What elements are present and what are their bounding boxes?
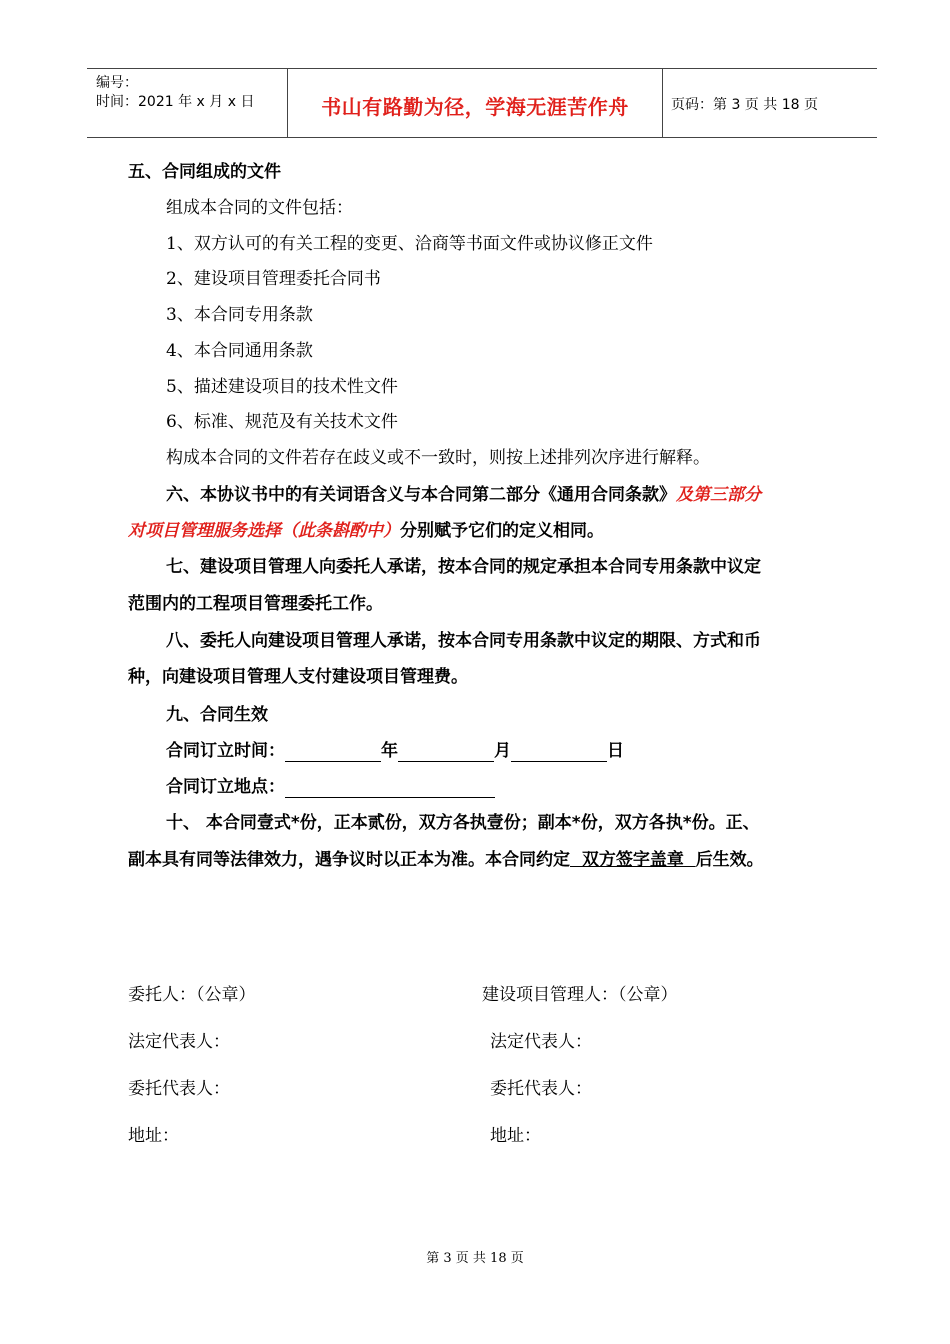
day-blank: [511, 743, 607, 762]
contract-date-label: 合同订立时间：: [166, 741, 285, 761]
section-6-red-text: 及第三部分: [676, 485, 761, 505]
contract-date-line: [166, 740, 624, 762]
section-6-line-1: [166, 484, 761, 506]
signing-condition: 双方签字盖章: [570, 850, 696, 870]
section-9-title: 九、合同生效: [166, 705, 268, 725]
client-legal-rep-label: 法定代表人：: [128, 1032, 230, 1052]
header-info-cell: [87, 69, 287, 137]
header-motto: 书山有路勤为径，学海无涯苦作舟: [321, 95, 629, 119]
section-6-text: 六、本协议书中的有关词语含义与本合同第二部分《通用合同条款》: [166, 485, 676, 505]
list-item: 4、本合同通用条款: [166, 341, 313, 361]
section-7-line-2: 范围内的工程项目管理委托工作。: [128, 594, 383, 614]
contract-place-label: 合同订立地点：: [166, 777, 285, 797]
section-5-title: 五、合同组成的文件: [128, 162, 281, 182]
manager-seal-label: 建设项目管理人：（公章）: [482, 985, 678, 1005]
month-blank: [398, 743, 494, 762]
manager-agent-label: 委托代表人：: [490, 1079, 592, 1099]
list-item: 1、双方认可的有关工程的变更、洽商等书面文件或协议修正文件: [166, 234, 653, 254]
section-6-line-2: [128, 520, 604, 542]
page-footer: 第 3 页 共 18 页: [426, 1251, 524, 1266]
list-item: 2、建设项目管理委托合同书: [166, 269, 381, 289]
section-5-intro: 组成本合同的文件包括：: [166, 198, 353, 218]
section-7-line-1: 七、建设项目管理人向委托人承诺，按本合同的规定承担本合同专用条款中议定: [166, 557, 761, 577]
section-6-text: 分别赋予它们的定义相同。: [400, 521, 604, 541]
year-blank: [285, 743, 381, 762]
client-seal-label: 委托人：（公章）: [128, 985, 256, 1005]
header-page-cell: [662, 69, 877, 137]
section-8-line-2: 种，向建设项目管理人支付建设项目管理费。: [128, 667, 468, 687]
contract-place-line: [166, 776, 495, 798]
list-item: 3、本合同专用条款: [166, 305, 313, 325]
client-agent-label: 委托代表人：: [128, 1079, 230, 1099]
section-10-text: 副本具有同等法律效力，遇争议时以正本为准。本合同约定: [128, 850, 570, 870]
header-time: 时间：2021 年 x 月 x 日: [96, 94, 255, 110]
list-item: 6、标准、规范及有关技术文件: [166, 412, 398, 432]
section-8-line-1: 八、委托人向建设项目管理人承诺，按本合同专用条款中议定的期限、方式和币: [166, 631, 761, 651]
header-page-number: 页码：第 3 页 共 18 页: [671, 97, 818, 113]
section-10-text: 后生效。: [695, 850, 764, 870]
list-item: 5、描述建设项目的技术性文件: [166, 377, 398, 397]
section-6-red-text: 对项目管理服务选择（此条斟酌中）: [128, 521, 400, 541]
manager-legal-rep-label: 法定代表人：: [490, 1032, 592, 1052]
manager-address-label: 地址：: [490, 1126, 541, 1146]
place-blank: [285, 779, 495, 798]
client-address-label: 地址：: [128, 1126, 179, 1146]
month-label: 月: [494, 741, 511, 761]
day-label: 日: [607, 741, 624, 761]
header-motto-cell: [287, 69, 663, 137]
section-10-line-1: 十、 本合同壹式*份，正本贰份，双方各执壹份；副本*份，双方各执*份。正、: [166, 813, 760, 833]
section-5-conclusion: 构成本合同的文件若存在歧义或不一致时，则按上述排列次序进行解释。: [166, 448, 710, 468]
header-number: 编号：: [96, 75, 138, 91]
section-10-line-2: [128, 849, 764, 871]
page-header: [87, 68, 877, 138]
year-label: 年: [381, 741, 398, 761]
